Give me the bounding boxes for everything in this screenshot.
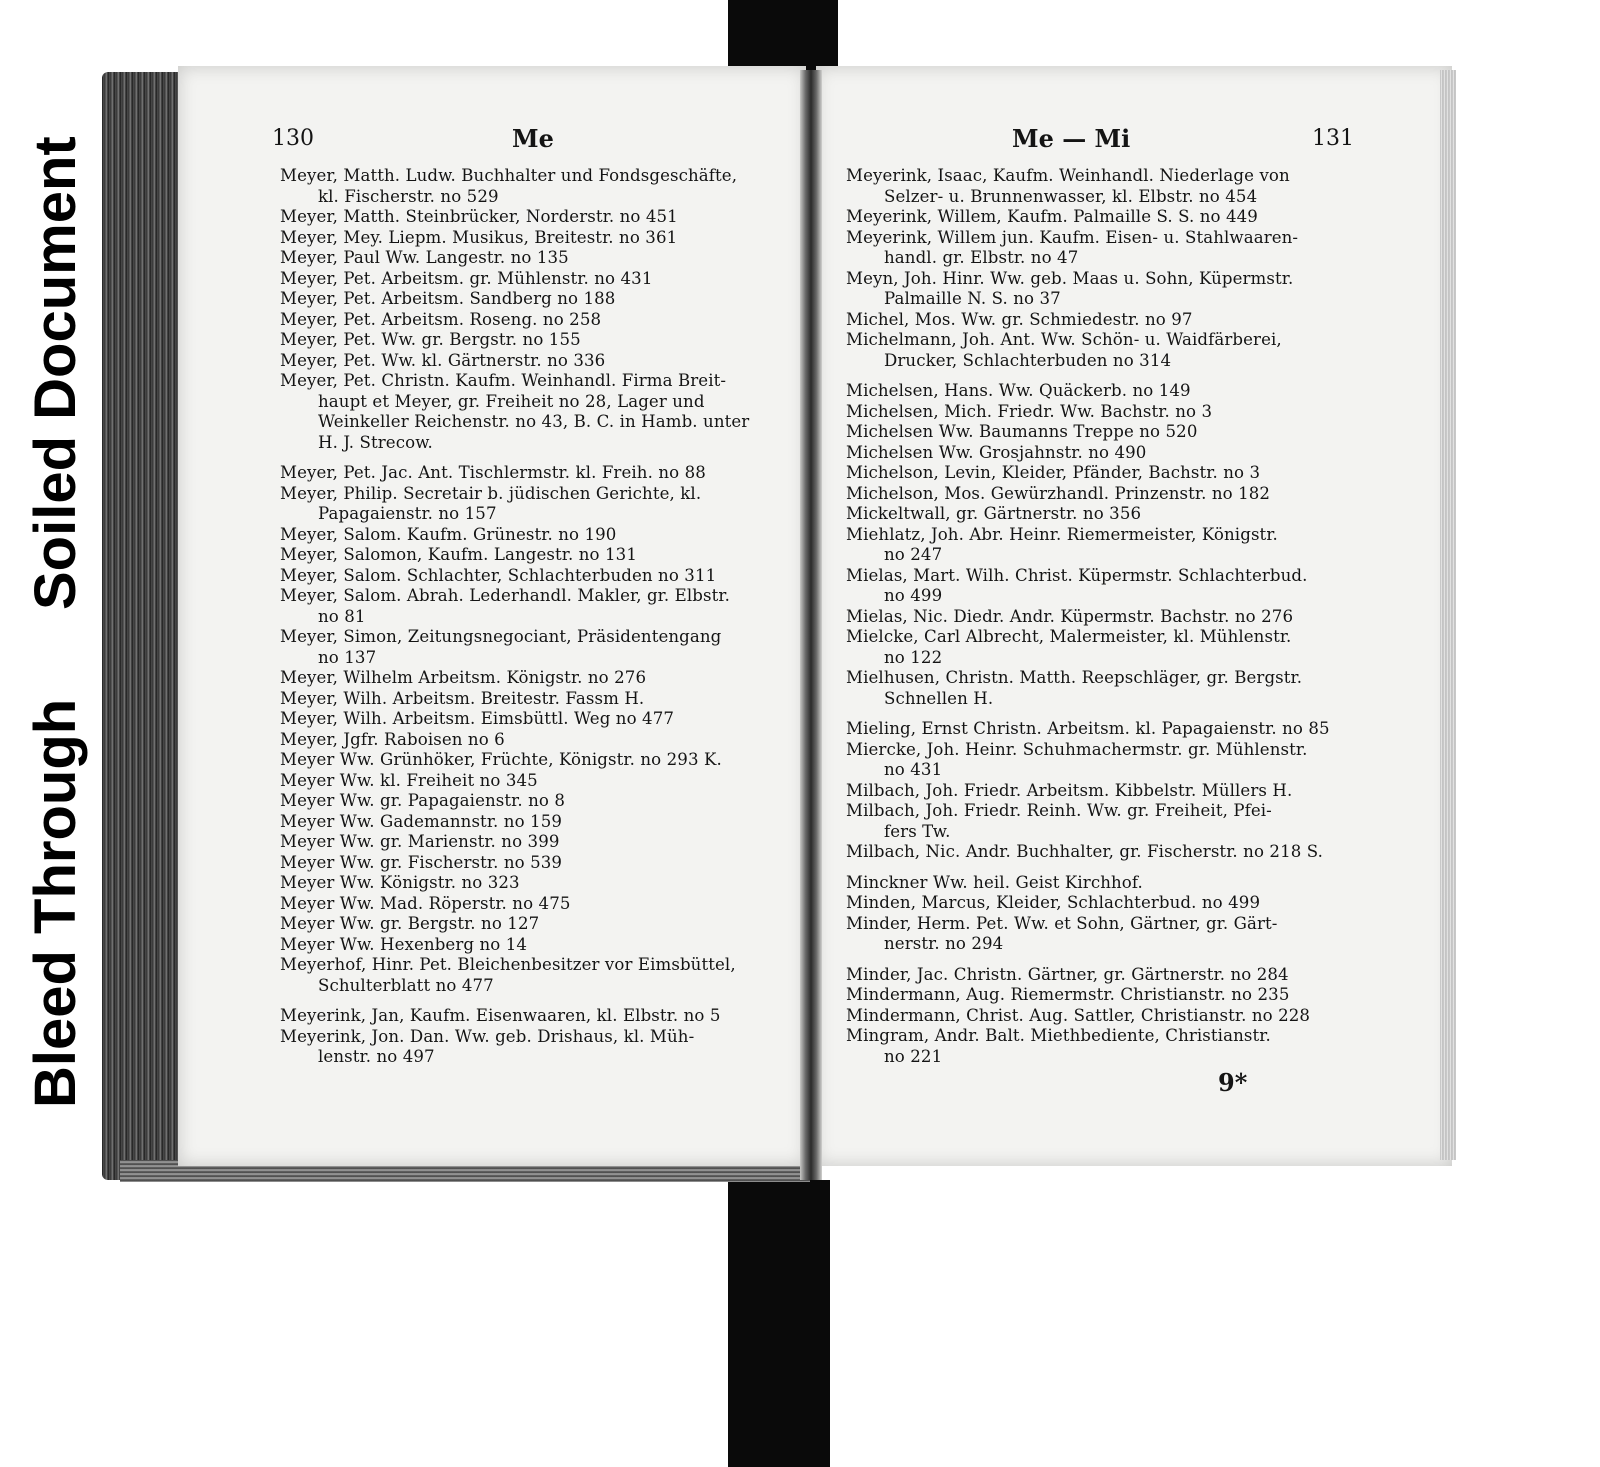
entry: Meyer, Pet. Jac. Ant. Tischlermstr. kl. Freih. no 88 (280, 463, 706, 482)
entry: Mielcke, Carl Albrecht, Malermeister, kl. Mühlenstr. (846, 627, 1292, 646)
entry-continuation: no 81 (318, 606, 366, 626)
entry: Meyer, Pet. Arbeitsm. Roseng. no 258 (280, 309, 602, 329)
right-page-heading: Me — Mi (1012, 124, 1131, 153)
entry: Milbach, Joh. Friedr. Arbeitsm. Kibbelstr. Müllers H. (846, 780, 1293, 800)
entry: Michelsen, Mich. Friedr. Ww. Bachstr. no 3 (846, 401, 1213, 421)
entry: Michelson, Levin, Kleider, Pfänder, Bachstr. no 3 (846, 463, 1261, 482)
entry-continuation: haupt et Meyer, gr. Freiheit no 28, Lager und (318, 391, 705, 411)
entry-continuation: Weinkeller Reichenstr. no 43, B. C. in Hamb. unter (318, 412, 750, 431)
right-page-number: 131 (1312, 126, 1354, 151)
entry-continuation: kl. Fischerstr. no 529 (318, 186, 499, 206)
entry: Meyerink, Willem, Kaufm. Palmaille S. S. no 449 (846, 207, 1258, 226)
entry: Meyer, Pet. Ww. gr. Bergstr. no 155 (280, 330, 581, 349)
entry: Minder, Jac. Christn. Gärtner, gr. Gärtnerstr. no 284 (846, 964, 1289, 984)
entry-continuation: nerstr. no 294 (884, 934, 1004, 953)
entry: Michelsen, Hans. Ww. Quäckerb. no 149 (846, 381, 1191, 400)
entry: Meyer, Salomon, Kaufm. Langestr. no 131 (280, 545, 637, 564)
entry-continuation: no 122 (884, 647, 943, 667)
entry-continuation: Schnellen H. (884, 688, 994, 708)
entry: Meyer Ww. gr. Marienstr. no 399 (280, 832, 560, 851)
entry: Minder, Herm. Pet. Ww. et Sohn, Gärtner, gr. Gärt- (846, 913, 1278, 933)
signature-mark: 9* (1218, 1068, 1248, 1097)
entry: Meyer Ww. gr. Fischerstr. no 539 (280, 852, 563, 872)
entry: Meyer Ww. gr. Bergstr. no 127 (280, 914, 540, 933)
entry-continuation: no 247 (884, 545, 943, 564)
entry-continuation: handl. gr. Elbstr. no 47 (884, 248, 1079, 267)
entry-continuation: no 499 (884, 586, 943, 605)
entry: Meyerink, Willem jun. Kaufm. Eisen- u. Stahlwaaren- (846, 227, 1299, 247)
entry: Meyer, Jgfr. Raboisen no 6 (280, 729, 505, 749)
entry: Mindermann, Aug. Riemermstr. Christianstr. no 235 (846, 985, 1290, 1004)
book-gutter (800, 70, 822, 1180)
entry: Meyer, Wilh. Arbeitsm. Eimsbüttl. Weg no 477 (280, 709, 675, 728)
entry: Milbach, Nic. Andr. Buchhalter, gr. Fischerstr. no 218 S. (846, 842, 1324, 861)
entry: Michelsen Ww. Baumanns Treppe no 520 (846, 422, 1198, 441)
entry: Michelsen Ww. Grosjahnstr. no 490 (846, 442, 1147, 462)
entry: Meyer, Pet. Arbeitsm. Sandberg no 188 (280, 289, 616, 308)
bleed-through-label: Bleed Through (23, 698, 88, 1108)
entry: Mielas, Mart. Wilh. Christ. Küpermstr. Schlachterbud. (846, 565, 1308, 585)
left-entry-list (280, 166, 749, 1068)
soiled-document-label: Soiled Document (23, 136, 88, 610)
entry: Meyer, Pet. Christn. Kaufm. Weinhandl. Firma Breit- (280, 371, 727, 390)
entry: Meyer, Wilh. Arbeitsm. Breitestr. Fassm H. (280, 688, 645, 708)
entry: Miercke, Joh. Heinr. Schuhmachermstr. gr. Mühlenstr. (846, 739, 1308, 759)
entry: Minden, Marcus, Kleider, Schlachterbud. no 499 (846, 893, 1261, 912)
entry-continuation: lenstr. no 497 (318, 1047, 435, 1066)
entry: Meyer, Salom. Kaufm. Grünestr. no 190 (280, 524, 617, 544)
entry-continuation: no 137 (318, 647, 377, 667)
entry: Mingram, Andr. Balt. Miethbediente, Christianstr. (846, 1026, 1271, 1045)
entry: Minckner Ww. heil. Geist Kirchhof. (846, 872, 1143, 892)
entry: Meyer, Pet. Arbeitsm. gr. Mühlenstr. no 431 (280, 268, 653, 288)
entry: Meyer, Salom. Schlachter, Schlachterbuden no 311 (280, 565, 717, 585)
entry-continuation: no 431 (884, 760, 943, 779)
entry: Mieling, Ernst Christn. Arbeitsm. kl. Papagaienstr. no 85 (846, 719, 1330, 738)
entry: Meyer, Mey. Liepm. Musikus, Breitestr. no 361 (280, 227, 678, 247)
entry: Meyer, Salom. Abrah. Lederhandl. Makler, gr. Elbstr. (280, 586, 730, 605)
left-page-number: 130 (272, 126, 314, 151)
entry: Meyer, Philip. Secretair b. jüdischen Gerichte, kl. (280, 483, 702, 503)
entry: Meyerink, Isaac, Kaufm. Weinhandl. Niederlage von (846, 166, 1290, 185)
entry: Meyer Ww. gr. Papagaienstr. no 8 (280, 791, 566, 810)
entry: Meyer Ww. Königstr. no 323 (280, 873, 520, 892)
entry-continuation: Drucker, Schlachterbuden no 314 (884, 350, 1172, 370)
entry: Meyer Ww. Hexenberg no 14 (280, 934, 528, 954)
entry-continuation: Palmaille N. S. no 37 (884, 289, 1061, 308)
left-page-heading: Me (512, 124, 554, 153)
entry: Mielas, Nic. Diedr. Andr. Küpermstr. Bachstr. no 276 (846, 606, 1294, 626)
entry: Milbach, Joh. Friedr. Reinh. Ww. gr. Freiheit, Pfei- (846, 801, 1272, 820)
entry: Meyer Ww. Grünhöker, Früchte, Königstr. no 293 K. (280, 750, 722, 769)
entry: Meyerink, Jan, Kaufm. Eisenwaaren, kl. Elbstr. no 5 (280, 1006, 721, 1025)
entry: Michelmann, Joh. Ant. Ww. Schön- u. Waidfärberei, (846, 330, 1282, 349)
entry: Meyer Ww. kl. Freiheit no 345 (280, 770, 538, 790)
entry-continuation: Schulterblatt no 477 (318, 975, 494, 995)
entry-continuation: Selzer- u. Brunnenwasser, kl. Elbstr. no 454 (884, 186, 1258, 206)
entry: Meyer Ww. Mad. Röperstr. no 475 (280, 893, 571, 913)
entry-continuation: H. J. Strecow. (318, 432, 433, 452)
entry: Meyerhof, Hinr. Pet. Bleichenbesitzer vor Eimsbüttel, (280, 955, 736, 974)
entry: Meyer, Paul Ww. Langestr. no 135 (280, 248, 569, 267)
spine-strip-bottom (716, 1180, 844, 1467)
entry: Meyn, Joh. Hinr. Ww. geb. Maas u. Sohn, Küpermstr. (846, 268, 1294, 288)
entry-continuation: no 221 (884, 1046, 943, 1066)
entry: Meyer, Pet. Ww. kl. Gärtnerstr. no 336 (280, 350, 606, 370)
entry: Mielhusen, Christn. Matth. Reepschläger, gr. Bergstr. (846, 668, 1303, 687)
entry: Michel, Mos. Ww. gr. Schmiedestr. no 97 (846, 309, 1193, 329)
entry: Mindermann, Christ. Aug. Sattler, Christianstr. no 228 (846, 1005, 1311, 1025)
right-page-edge (1440, 70, 1456, 1160)
entry: Michelson, Mos. Gewürzhandl. Prinzenstr. no 182 (846, 483, 1271, 503)
entry-continuation: Papagaienstr. no 157 (318, 504, 497, 523)
right-entry-list (846, 166, 1330, 1067)
book-page-edges (102, 72, 182, 1180)
entry: Meyer Ww. Gademannstr. no 159 (280, 811, 563, 831)
entry: Mickeltwall, gr. Gärtnerstr. no 356 (846, 504, 1142, 523)
entry: Meyer, Wilhelm Arbeitsm. Königstr. no 276 (280, 668, 647, 687)
entry: Meyer, Simon, Zeitungsnegociant, Präsidentengang (280, 627, 722, 646)
entry: Meyer, Matth. Ludw. Buchhalter und Fondsgeschäfte, (280, 166, 738, 185)
entry-continuation: fers Tw. (884, 821, 951, 841)
entry: Meyerink, Jon. Dan. Ww. geb. Drishaus, kl. Müh- (280, 1026, 695, 1046)
entry: Meyer, Matth. Steinbrücker, Norderstr. no 451 (280, 207, 678, 226)
entry: Miehlatz, Joh. Abr. Heinr. Riemermeister, Königstr. (846, 524, 1278, 544)
